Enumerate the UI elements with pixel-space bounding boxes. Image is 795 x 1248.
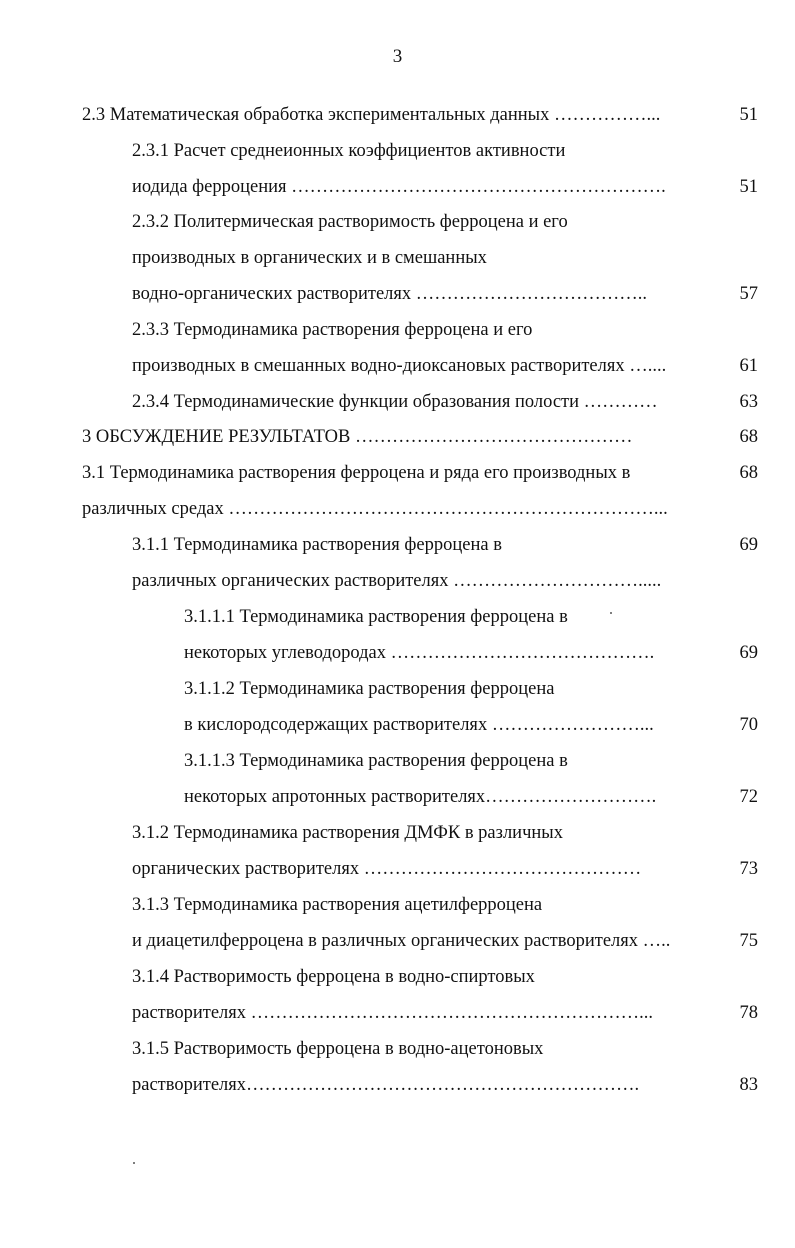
toc-entry-3-1-1-1-line1: 3.1.1.1 Термодинамика растворения ферроцена в bbox=[184, 607, 568, 627]
toc-page-2-3: 51 bbox=[739, 105, 758, 125]
toc-page-3-1-3: 75 bbox=[739, 931, 758, 951]
toc-page-2-3-1: 51 bbox=[739, 177, 758, 197]
toc-entry-3-1-line2: различных средах ……………………………………………………………... bbox=[82, 499, 668, 519]
toc-page-3-1-1-2: 70 bbox=[739, 715, 758, 735]
toc-entry-3-1-3-line1: 3.1.3 Термодинамика растворения ацетилферроцена bbox=[132, 895, 543, 915]
toc-entry-2-3: 2.3 Математическая обработка экспериментальных данных ……………... bbox=[82, 105, 661, 125]
toc-page-3-1-1-1: 69 bbox=[739, 643, 758, 663]
toc-page-3: 68 bbox=[739, 427, 758, 447]
toc-entry-3-1-5-line1: 3.1.5 Растворимость ферроцена в водно-ацетоновых bbox=[132, 1039, 544, 1059]
toc-page-2-3-3: 61 bbox=[739, 356, 758, 376]
toc-entry-3-1-1-3-line2: некоторых апротонных растворителях………………………. bbox=[184, 787, 657, 807]
toc-entry-3-1-line1: 3.1 Термодинамика растворения ферроцена и ряда его производных в bbox=[82, 463, 631, 483]
scan-speck bbox=[133, 1162, 135, 1164]
toc-page-2-3-2: 57 bbox=[739, 284, 758, 304]
toc-entry-3-1-2-line2: органических растворителях ……………………………………… bbox=[132, 859, 642, 879]
toc-page-3-1-1-3: 72 bbox=[739, 787, 758, 807]
toc-entry-2-3-4: 2.3.4 Термодинамические функции образования полости ………… bbox=[132, 392, 658, 412]
toc-page-3-1-4: 78 bbox=[739, 1003, 758, 1023]
toc-entry-3-1-1-1-line2: некоторых углеводородах ……………………………………. bbox=[184, 643, 655, 663]
toc-entry-2-3-1-line1: 2.3.1 Расчет среднеионных коэффициентов активности bbox=[132, 141, 566, 161]
toc-entry-3-1-1-2-line2: в кислородсодержащих растворителях ……………………... bbox=[184, 715, 654, 735]
toc-entry-2-3-2-line2: производных в органических и в смешанных bbox=[132, 248, 487, 268]
scan-speck bbox=[610, 612, 612, 614]
toc-page-3-1: 68 bbox=[739, 463, 758, 483]
toc-entry-3-1-1-line1: 3.1.1 Термодинамика растворения ферроцена в bbox=[132, 535, 502, 555]
toc-page-3-1-5: 83 bbox=[739, 1075, 758, 1095]
toc-entry-3-1-3-line2: и диацетилферроцена в различных органических растворителях ….. bbox=[132, 931, 671, 951]
toc-page-2-3-4: 63 bbox=[739, 392, 758, 412]
toc-entry-3: 3 ОБСУЖДЕНИЕ РЕЗУЛЬТАТОВ ……………………………………… bbox=[82, 427, 633, 447]
toc-entry-3-1-1-3-line1: 3.1.1.3 Термодинамика растворения ферроцена в bbox=[184, 751, 568, 771]
toc-entry-3-1-4-line1: 3.1.4 Растворимость ферроцена в водно-спиртовых bbox=[132, 967, 535, 987]
toc-entry-2-3-3-line1: 2.3.3 Термодинамика растворения ферроцена и его bbox=[132, 320, 533, 340]
toc-entry-3-1-5-line2: растворителях………………………………………………………. bbox=[132, 1075, 640, 1095]
toc-entry-3-1-2-line1: 3.1.2 Термодинамика растворения ДМФК в различных bbox=[132, 823, 563, 843]
toc-entry-3-1-4-line2: растворителях ………………………………………………………... bbox=[132, 1003, 654, 1023]
toc-page-3-1-1: 69 bbox=[739, 535, 758, 555]
toc-entry-2-3-3-line2: производных в смешанных водно-диоксановых растворителях ….... bbox=[132, 356, 667, 376]
toc-entry-3-1-1-line2: различных органических растворителях …………………………..... bbox=[132, 571, 662, 591]
toc-entry-3-1-1-2-line1: 3.1.1.2 Термодинамика растворения ферроцена bbox=[184, 679, 555, 699]
toc-entry-2-3-1-line2: иодида ферроцения ……………………………………………………. bbox=[132, 177, 666, 197]
toc-page-3-1-2: 73 bbox=[739, 859, 758, 879]
page-number: 3 bbox=[392, 46, 403, 67]
toc-entry-2-3-2-line3: водно-органических растворителях ……………………………….. bbox=[132, 284, 648, 304]
toc-entry-2-3-2-line1: 2.3.2 Политермическая растворимость ферроцена и его bbox=[132, 212, 568, 232]
